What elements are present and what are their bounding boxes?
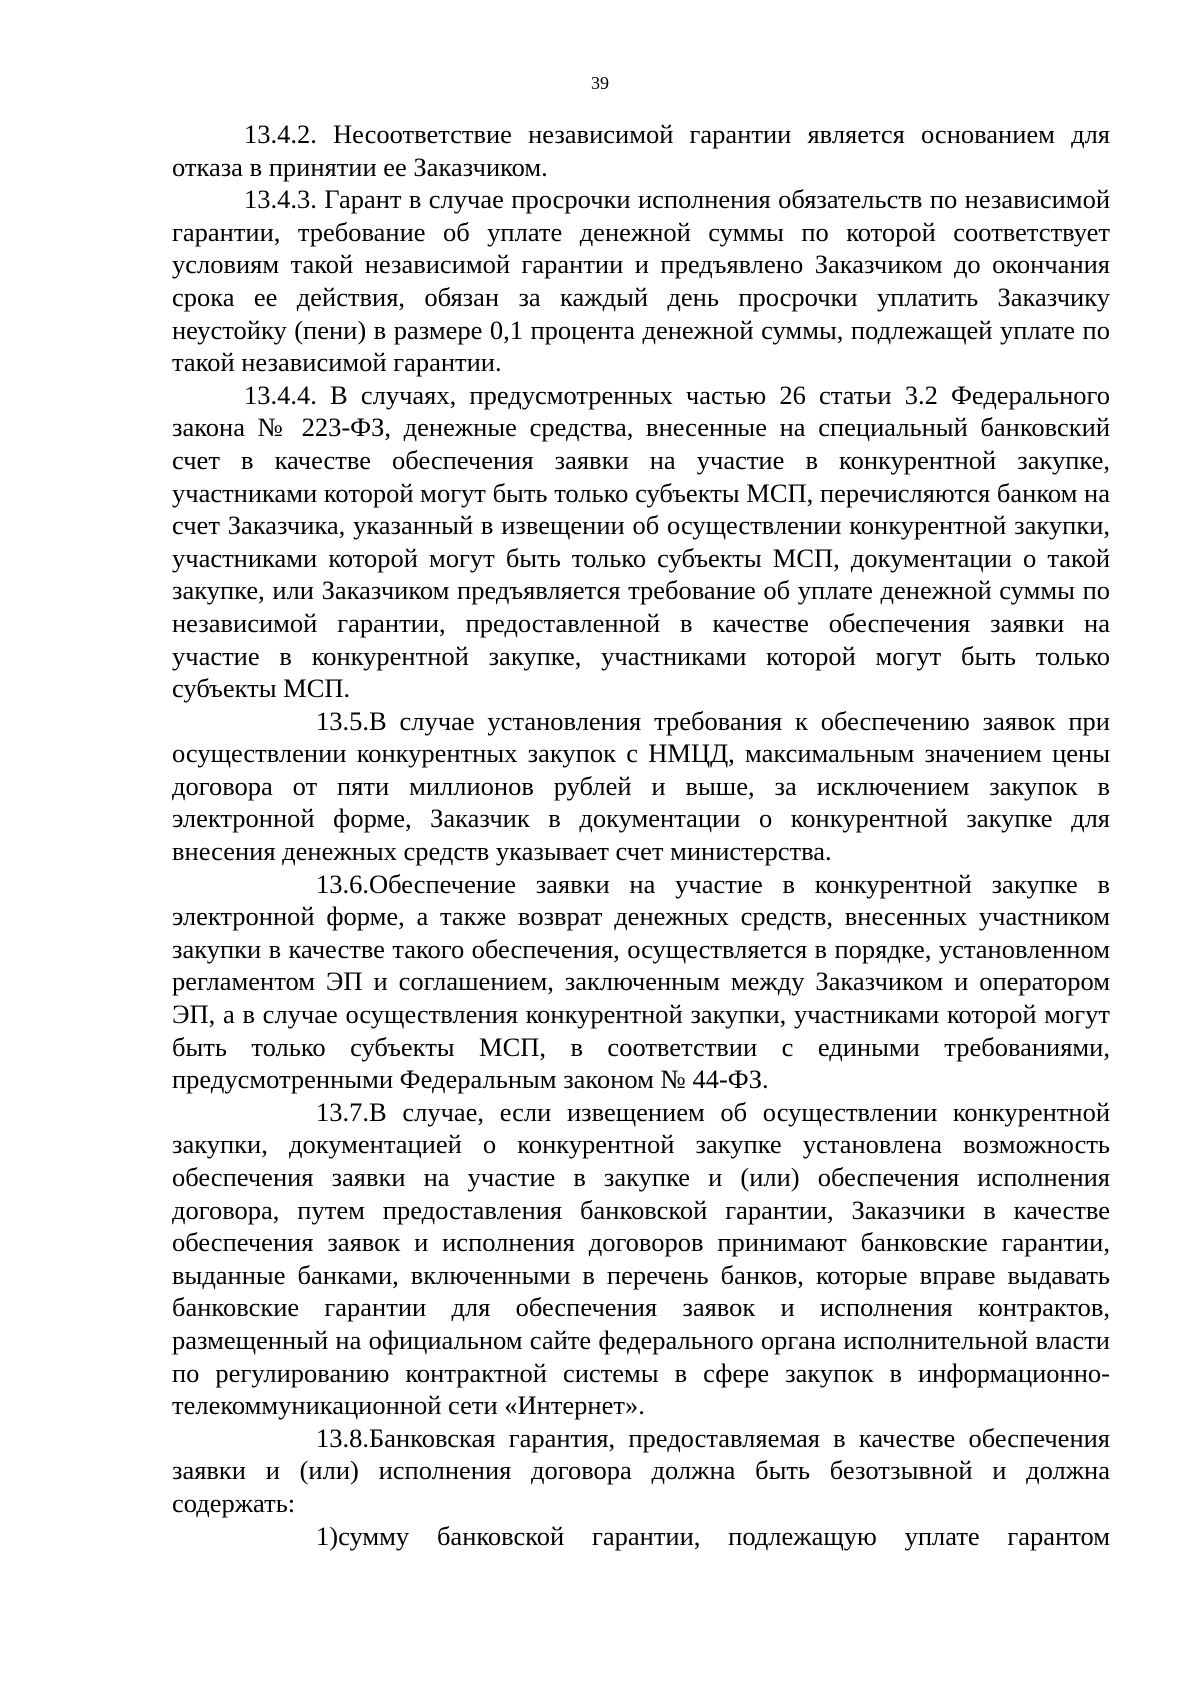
list-item-1 xyxy=(172,1520,1110,1553)
paragraph-13-4-4 xyxy=(172,379,1110,705)
paragraph-text: В случаях, предусмотренных частью 26 статьи 3.2 Федерального закона № 223-ФЗ, денежные средства, внесенные на специальный банковский счет в качестве обеспечения заявки на участие в конкурентной закупке, участниками которой могут быть только субъекты МСП, перечисляются банком на счет Заказчика, указанный в извещении об осуществлении конкурентной закупки, участниками которой могут быть только субъекты МСП, документации о такой закупке, или Заказчиком предъявляется требование об уплате денежной суммы по независимой гарантии, предоставленной в качестве обеспечения заявки на участие в конкурентной закупке, участниками которой могут быть только субъекты МСП. xyxy=(172,379,1111,704)
paragraph-13-4-3 xyxy=(172,183,1110,379)
paragraph-number: 13.6. xyxy=(316,868,369,899)
paragraph-text: В случае установления требования к обеспечению заявок при осуществлении конкурентных закупок с НМЦД, максимальным значением цены договора от пяти миллионов рублей и выше, за исключением закупок в электронной форме, Заказчик в документации о конкурентной закупке для внесения денежных средств указывает счет министерства. xyxy=(172,705,1110,867)
paragraph-number: 13.8. xyxy=(316,1422,369,1453)
paragraph-number: 13.5. xyxy=(316,705,369,736)
page-number: 39 xyxy=(591,73,609,93)
document-body xyxy=(172,118,1110,1552)
paragraph-number: 13.4.2. xyxy=(244,119,317,149)
paragraph-number: 13.7. xyxy=(316,1096,369,1127)
paragraph-text: В случае, если извещением об осуществлении конкурентной закупки, документацией о конкурентной закупке установлена возможность обеспечения заявки на участие в закупке и (или) обеспечения исполнения договора, путем предоставления банковской гарантии, Заказчики в качестве обеспечения заявок и исполнения договоров принимают банковские гарантии, выданные банками, включенными в перечень банков, которые вправе выдавать банковские гарантии для обеспечения заявок и исполнения контрактов, размещенный на официальном сайте федерального органа исполнительной власти по регулированию контрактной системы в сфере закупок в информационно-телекоммуникационной сети «Интернет». xyxy=(172,1096,1110,1421)
paragraph-text: Обеспечение заявки на участие в конкурентной закупке в электронной форме, а также возврат денежных средств, внесенных участником закупки в качестве такого обеспечения, осуществляется в порядке, установленном регламентом ЭП и соглашением, заключенным между Заказчиком и оператором ЭП, а в случае осуществления конкурентной закупки, участниками которой могут быть только субъекты МСП, в соответствии с едиными требованиями, предусмотренными Федеральным законом № 44-ФЗ. xyxy=(172,868,1110,1095)
paragraph-number: 13.4.3. xyxy=(244,184,317,215)
paragraph-13-8 xyxy=(172,1422,1110,1520)
paragraph-text: Банковская гарантия, предоставляемая в качестве обеспечения заявки и (или) исполнения договора должна быть безотзывной и должна содержать: xyxy=(172,1422,1110,1518)
paragraph-13-5 xyxy=(172,705,1110,868)
list-item-number: 1) xyxy=(316,1520,339,1551)
list-item-text: сумму банковской гарантии, подлежащую уплате гарантом xyxy=(338,1520,1110,1551)
paragraph-text: Гарант в случае просрочки исполнения обязательств по независимой гарантии, требование об уплате денежной суммы по которой соответствует условиям такой независимой гарантии и предъявлено Заказчиком до окончания срока ее действия, обязан за каждый день просрочки уплатить Заказчику неустойку (пени) в размере 0,1 процента денежной суммы, подлежащей уплате по такой независимой гарантии. xyxy=(172,184,1110,378)
paragraph-13-4-2 xyxy=(172,118,1110,183)
paragraph-13-6 xyxy=(172,868,1110,1096)
paragraph-13-7 xyxy=(172,1096,1110,1422)
paragraph-number: 13.4.4. xyxy=(244,379,317,410)
paragraph-text: Несоответствие независимой гарантии является основанием для отказа в принятии ее Заказчиком. xyxy=(172,119,1110,182)
